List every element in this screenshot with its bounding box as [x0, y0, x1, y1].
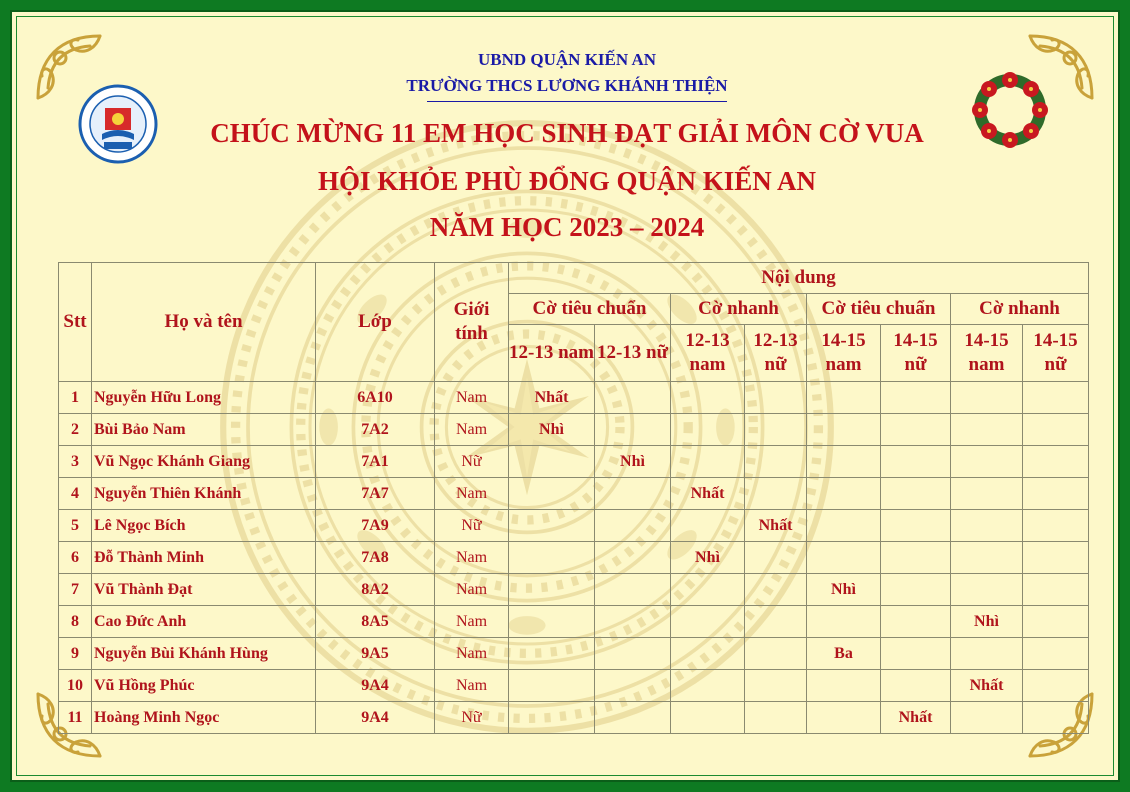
row-award	[671, 382, 745, 414]
table-row	[59, 446, 1089, 478]
row-award	[807, 478, 881, 510]
header-subcolumn	[807, 325, 881, 382]
row-award	[595, 670, 671, 702]
row-award: Nhất	[881, 702, 951, 734]
table-row	[59, 670, 1089, 702]
row-award	[951, 446, 1023, 478]
row-award	[745, 542, 807, 574]
row-award	[951, 414, 1023, 446]
row-award	[807, 510, 881, 542]
row-award	[951, 574, 1023, 606]
row-award: Nhì	[509, 414, 595, 446]
header-subcolumn-label: 12-13 nam	[509, 342, 594, 363]
table-row	[59, 574, 1089, 606]
row-class: 7A9	[316, 510, 435, 542]
row-award	[951, 542, 1023, 574]
row-award	[881, 606, 951, 638]
org-underline	[427, 101, 727, 102]
row-award	[951, 478, 1023, 510]
row-award: Nhất	[745, 510, 807, 542]
row-gender: Nam	[435, 574, 509, 606]
row-name: Lê Ngọc Bích	[92, 510, 316, 542]
row-award	[595, 606, 671, 638]
row-award	[595, 382, 671, 414]
row-award	[1023, 542, 1089, 574]
row-award	[881, 414, 951, 446]
row-award	[745, 670, 807, 702]
row-award: Nhất	[509, 382, 595, 414]
row-name: Cao Đức Anh	[92, 606, 316, 638]
row-award	[881, 478, 951, 510]
title-line-2: HỘI KHỎE PHÙ ĐỔNG QUẬN KIẾN AN	[317, 166, 817, 196]
header-subcolumn	[671, 325, 745, 382]
table-row	[59, 638, 1089, 670]
row-award: Nhì	[807, 574, 881, 606]
row-award	[745, 478, 807, 510]
header-gender	[435, 263, 509, 382]
table-row	[59, 382, 1089, 414]
row-award: Ba	[807, 638, 881, 670]
header-group: Cờ tiêu chuẩn	[509, 294, 671, 325]
header-group: Cờ tiêu chuẩn	[807, 294, 951, 325]
row-award	[745, 382, 807, 414]
row-award	[1023, 510, 1089, 542]
row-stt: 3	[59, 446, 92, 478]
row-class: 6A10	[316, 382, 435, 414]
row-award	[807, 414, 881, 446]
row-award: Nhất	[671, 478, 745, 510]
header-subcolumn	[509, 325, 595, 382]
results-body	[59, 382, 1089, 734]
row-award	[881, 574, 951, 606]
row-name: Đỗ Thành Minh	[92, 542, 316, 574]
row-stt: 8	[59, 606, 92, 638]
row-name: Vũ Hồng Phúc	[92, 670, 316, 702]
row-award	[509, 606, 595, 638]
row-gender: Nam	[435, 382, 509, 414]
row-name: Bùi Bảo Nam	[92, 414, 316, 446]
row-gender: Nữ	[435, 510, 509, 542]
header-content: Nội dung	[509, 263, 1089, 294]
row-stt: 6	[59, 542, 92, 574]
header-class: Lớp	[316, 263, 435, 382]
table-row	[59, 510, 1089, 542]
row-award	[1023, 606, 1089, 638]
row-name: Nguyễn Bùi Khánh Hùng	[92, 638, 316, 670]
row-award	[595, 510, 671, 542]
row-award	[671, 606, 745, 638]
row-class: 7A2	[316, 414, 435, 446]
row-award	[1023, 478, 1089, 510]
row-award: Nhì	[671, 542, 745, 574]
row-award	[807, 542, 881, 574]
header-subcolumn	[595, 325, 671, 382]
row-award: Nhất	[951, 670, 1023, 702]
row-award	[881, 446, 951, 478]
table-row	[59, 478, 1089, 510]
row-award	[1023, 414, 1089, 446]
row-award	[951, 702, 1023, 734]
row-award	[509, 542, 595, 574]
header-stt: Stt	[59, 263, 92, 382]
row-award	[671, 510, 745, 542]
row-award	[745, 606, 807, 638]
row-award	[807, 382, 881, 414]
table-row	[59, 606, 1089, 638]
row-award	[509, 638, 595, 670]
row-award	[745, 446, 807, 478]
row-stt: 4	[59, 478, 92, 510]
row-stt: 10	[59, 670, 92, 702]
table-row	[59, 414, 1089, 446]
row-gender: Nam	[435, 670, 509, 702]
header-subcolumn	[881, 325, 951, 382]
title-line-1: CHÚC MỪNG 11 EM HỌC SINH ĐẠT GIẢI MÔN CỜ VUA	[210, 118, 924, 148]
row-award	[509, 574, 595, 606]
header-subcolumn-label: 14-15 nam	[964, 330, 1009, 375]
table-row	[59, 542, 1089, 574]
row-award	[881, 542, 951, 574]
row-award	[671, 670, 745, 702]
row-award	[509, 670, 595, 702]
row-award	[807, 606, 881, 638]
row-class: 9A5	[316, 638, 435, 670]
header-name: Họ và tên	[92, 263, 316, 382]
row-gender: Nam	[435, 542, 509, 574]
row-award: Nhì	[951, 606, 1023, 638]
row-award	[951, 638, 1023, 670]
header-subcolumn	[745, 325, 807, 382]
row-gender: Nam	[435, 478, 509, 510]
header-subcolumn-label: 14-15 nữ	[893, 330, 938, 375]
row-gender: Nữ	[435, 446, 509, 478]
row-award	[595, 574, 671, 606]
header-group: Cờ nhanh	[951, 294, 1089, 325]
header-group: Cờ nhanh	[671, 294, 807, 325]
row-award	[745, 638, 807, 670]
row-award	[671, 702, 745, 734]
row-award	[745, 574, 807, 606]
row-award	[671, 446, 745, 478]
row-name: Nguyễn Thiên Khánh	[92, 478, 316, 510]
results-table	[58, 262, 1089, 734]
title-line-3: NĂM HỌC 2023 – 2024	[429, 212, 705, 242]
row-award	[509, 702, 595, 734]
row-award	[671, 414, 745, 446]
row-stt: 2	[59, 414, 92, 446]
row-award	[807, 702, 881, 734]
row-award	[1023, 670, 1089, 702]
row-class: 9A4	[316, 702, 435, 734]
row-class: 7A8	[316, 542, 435, 574]
header-subcolumn-label: 12-13 nam	[685, 330, 730, 375]
row-award	[1023, 638, 1089, 670]
header-subcolumn-label: 12-13 nữ	[596, 342, 669, 363]
row-stt: 1	[59, 382, 92, 414]
row-award	[671, 574, 745, 606]
row-award	[745, 414, 807, 446]
row-award	[509, 510, 595, 542]
header-subcolumn	[1023, 325, 1089, 382]
row-stt: 5	[59, 510, 92, 542]
row-award	[1023, 382, 1089, 414]
row-award	[509, 478, 595, 510]
row-gender: Nữ	[435, 702, 509, 734]
row-award	[595, 542, 671, 574]
row-class: 7A1	[316, 446, 435, 478]
row-gender: Nam	[435, 638, 509, 670]
row-name: Vũ Ngọc Khánh Giang	[92, 446, 316, 478]
row-award	[745, 702, 807, 734]
row-name: Hoàng Minh Ngọc	[92, 702, 316, 734]
row-stt: 7	[59, 574, 92, 606]
row-award	[1023, 446, 1089, 478]
row-class: 7A7	[316, 478, 435, 510]
row-award	[881, 638, 951, 670]
row-stt: 11	[59, 702, 92, 734]
row-award: Nhì	[595, 446, 671, 478]
row-award	[509, 446, 595, 478]
org-name-district: UBND QUẬN KIẾN AN	[477, 50, 657, 69]
row-class: 8A5	[316, 606, 435, 638]
row-name: Nguyễn Hữu Long	[92, 382, 316, 414]
certificate-board	[10, 10, 1120, 782]
row-award	[595, 414, 671, 446]
row-gender: Nam	[435, 606, 509, 638]
header-subcolumn-label: 12-13 nữ	[753, 330, 798, 375]
row-class: 9A4	[316, 670, 435, 702]
row-award	[595, 638, 671, 670]
row-stt: 9	[59, 638, 92, 670]
row-award	[881, 510, 951, 542]
row-award	[1023, 574, 1089, 606]
row-award	[807, 670, 881, 702]
row-award	[595, 478, 671, 510]
row-award	[595, 702, 671, 734]
row-award	[671, 638, 745, 670]
row-gender: Nam	[435, 414, 509, 446]
row-award	[1023, 702, 1089, 734]
header-gender-label: Giới tính	[453, 299, 490, 344]
row-class: 8A2	[316, 574, 435, 606]
row-award	[951, 510, 1023, 542]
row-award	[881, 670, 951, 702]
header-subcolumn-label: 14-15 nam	[821, 330, 866, 375]
header-subcolumn-label: 14-15 nữ	[1033, 330, 1078, 375]
table-row	[59, 702, 1089, 734]
header-subcolumn	[951, 325, 1023, 382]
row-award	[807, 446, 881, 478]
org-name-school: TRƯỜNG THCS LƯƠNG KHÁNH THIỆN	[406, 76, 728, 95]
row-name: Vũ Thành Đạt	[92, 574, 316, 606]
row-award	[881, 382, 951, 414]
row-award	[951, 382, 1023, 414]
